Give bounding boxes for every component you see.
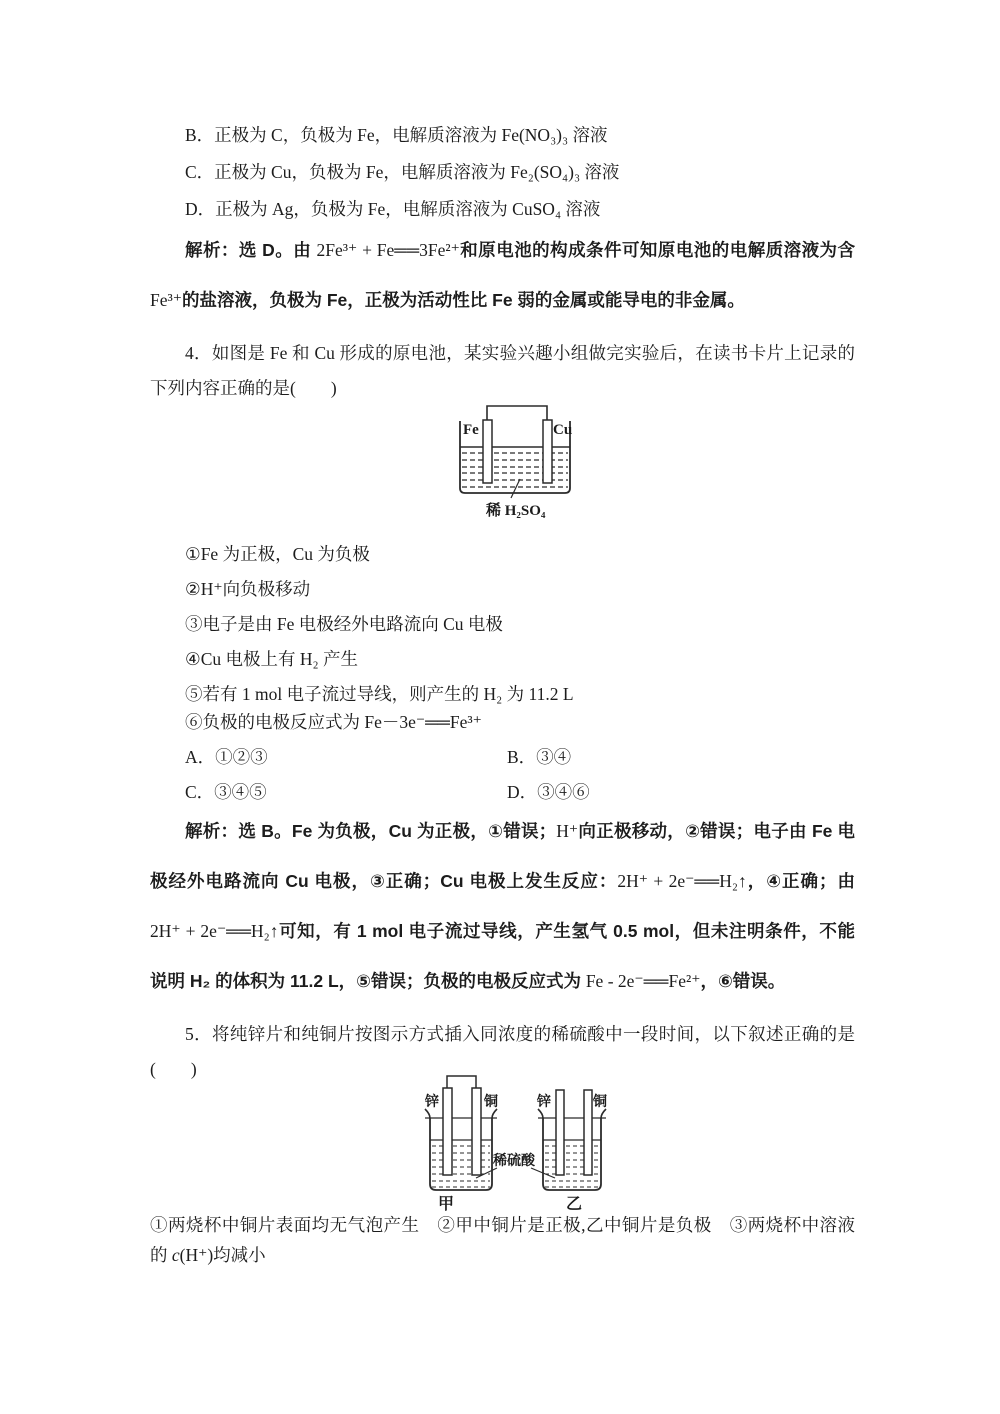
q4-stem-line2: 下列内容正确的是( ) (150, 378, 337, 398)
q4-item-4: ④Cu 电极上有 H₂ 产生 (185, 649, 358, 669)
q4-analysis-line2: 极经外电路流向 Cu 电极，③正确；Cu 电极上发生反应：2H⁺ + 2e⁻══H₂↑，④正确；由 (150, 871, 855, 891)
jia-cu-electrode (472, 1088, 481, 1175)
jia-zn-label: 锌 (425, 1093, 439, 1109)
jia-wire (447, 1076, 476, 1088)
zn-cu-beakers-figure (400, 1068, 630, 1218)
q5-stem-line2: ( ) (150, 1059, 197, 1079)
solution-pointer (511, 479, 520, 498)
q4-options-row2 (150, 780, 855, 805)
q4-options-row1 (150, 745, 855, 770)
yi-zn-electrode (556, 1090, 564, 1175)
q4-option-c: C．③④⑤ (185, 782, 267, 802)
q4-item-2: ②H⁺向负极移动 (185, 579, 311, 599)
jia-zn-electrode (443, 1088, 452, 1175)
q3-option-c: C．正极为 Cu，负极为 Fe，电解质溶液为 Fe₂(SO₄)₃ 溶液 (185, 162, 620, 182)
q4-item-5: ⑤若有 1 mol 电子流过导线，则产生的 H₂ 为 11.2 L (185, 684, 574, 704)
q3-analysis-line1: 解析：选 D。由 2Fe³⁺ + Fe══3Fe²⁺和原电池的构成条件可知原电池的电解质溶液为含 (185, 240, 855, 260)
wire (487, 406, 547, 421)
q4-option-a: A．①②③ (185, 747, 268, 767)
q5-items-line1: ①两烧杯中铜片表面均无气泡产生 ②甲中铜片是正极,乙中铜片是负极 ③两烧杯中溶液 (150, 1215, 855, 1235)
yi-caption: 乙 (566, 1196, 583, 1213)
q4-stem-line1: 4．如图是 Fe 和 Cu 形成的原电池，某实验兴趣小组做完实验后，在读书卡片上记录的 (185, 343, 855, 363)
cu-electrode (543, 420, 552, 483)
q4-analysis-line3: 2H⁺ + 2e⁻══H₂↑可知，有 1 mol 电子流过导线，产生氢气 0.5 mol，但未注明条件，不能 (150, 921, 855, 941)
fe-electrode-label: Fe (463, 422, 479, 438)
q4-item-1: ①Fe 为正极，Cu 为负极 (185, 544, 370, 564)
fe-cu-cell-figure (450, 395, 590, 527)
q3-analysis-line2: Fe³⁺的盐溶液，负极为 Fe，正极为活动性比 Fe 弱的金属或能导电的非金属。 (150, 290, 745, 310)
q4-item-3: ③电子是由 Fe 电极经外电路流向 Cu 电极 (185, 614, 503, 634)
cu-electrode-label: Cu (553, 422, 573, 438)
jia-beaker (430, 1118, 492, 1190)
q5-items-line2: 的 c(H⁺)均减小 (150, 1245, 266, 1265)
q3-option-d: D．正极为 Ag，负极为 Fe，电解质溶液为 CuSO₄ 溶液 (185, 199, 601, 219)
fe-electrode (483, 420, 492, 483)
yi-cu-label: 铜 (593, 1093, 607, 1109)
q4-option-b: B．③④ (507, 747, 572, 767)
jia-caption: 甲 (438, 1196, 455, 1213)
q3-option-b: B．正极为 C，负极为 Fe，电解质溶液为 Fe(NO₃)₃ 溶液 (185, 125, 608, 145)
yi-cu-electrode (584, 1090, 592, 1175)
solution-label: 稀 H₂SO₄ (486, 503, 546, 519)
yi-zn-label: 锌 (537, 1093, 551, 1109)
q4-option-d: D．③④⑥ (507, 782, 590, 802)
q5-stem-line1: 5．将纯锌片和纯铜片按图示方式插入同浓度的稀硫酸中一段时间，以下叙述正确的是 (185, 1024, 855, 1044)
q4-analysis-line4: 说明 H₂ 的体积为 11.2 L，⑤错误；负极的电极反应式为 Fe - 2e⁻══Fe²⁺，⑥错误。 (150, 971, 786, 991)
jia-cu-label: 铜 (484, 1093, 498, 1109)
q4-item-6: ⑥负极的电极反应式为 Fe－3e⁻══Fe³⁺ (185, 712, 482, 732)
solution-label: 稀硫酸 (493, 1152, 535, 1168)
q4-analysis-line1: 解析：选 B。Fe 为负极，Cu 为正极，①错误；H⁺向正极移动，②错误；电子由 Fe 电 (185, 821, 856, 841)
